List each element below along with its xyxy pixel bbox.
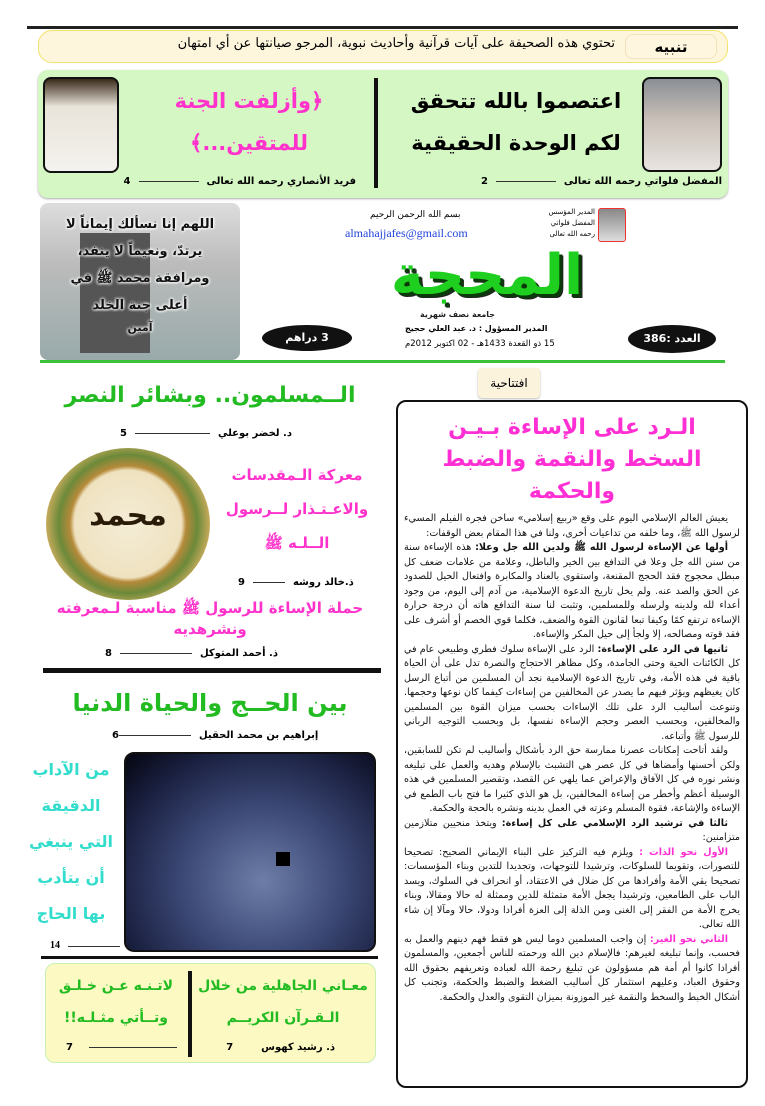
title-line: أن يتأدب bbox=[37, 868, 105, 887]
editorial-label: افتتاحية bbox=[478, 368, 540, 398]
author-name: المفضل فلواتي رحمه الله تعالى bbox=[563, 176, 722, 187]
byline bbox=[112, 730, 318, 741]
title-line: والاعـتـذار لــرسول bbox=[225, 500, 369, 518]
author-name: ذ. أحمد المتوكل bbox=[199, 648, 278, 659]
author-name: فريد الأنصاري رحمه الله تعالى bbox=[206, 176, 356, 187]
page-number: 4 bbox=[123, 176, 131, 187]
byline bbox=[66, 1042, 185, 1053]
page-number: 6 bbox=[112, 730, 119, 741]
kaaba-night-photo bbox=[124, 752, 376, 952]
headline[interactable]: حملة الإساءة للرسول ﷺ مناسبة لـمعرفته ونشرهديه bbox=[56, 599, 364, 638]
founder-photo bbox=[598, 208, 626, 242]
editorial-paragraph bbox=[404, 643, 740, 745]
title-line: لكم الوحدة الحقيقية bbox=[411, 131, 621, 155]
byline bbox=[124, 176, 356, 187]
paragraph-lead: الأول نحو الذات : bbox=[639, 846, 728, 858]
headline[interactable] bbox=[214, 458, 380, 560]
title-line: الـرد على الإساءة بـيـن bbox=[448, 415, 696, 440]
byline bbox=[481, 176, 722, 187]
paragraph-lead: ثانيها في الرد على الإساءة: bbox=[597, 643, 728, 655]
email-link[interactable]: almahajjafes@gmail.com bbox=[345, 226, 468, 240]
title-line: معـاني الجاهلية من خلال bbox=[198, 978, 368, 994]
title-line: الــلـه ﷺ bbox=[264, 534, 330, 552]
paragraph-text: الرد على الإساءة سلوك فطري وطبيعي عام في كل الكائنات الحية وحتى الجامدة، وكل مظاهر الاحتجاج والنصرة تدل على أن الحياة باقية في هذه الأمة، وفي تاريخ الدعوة الإسلامية نجد أن المسلمين من أتباع الرسل كان يغيظهم ويؤثر فيهم ما يصدر عن المخالفين من إساءات كيفما كان نوعها وحجمها. وتنوعت أساليب الرد على تلك الإساءات بحسب ميزان القوة بين المسلمين والمخالفين، وبحسب العصر وحجم الإساءة نفسها، بل وبحسب التوجيه الرباني للرسول ﷺ وأتباعه. bbox=[404, 643, 740, 742]
editorial-paragraph bbox=[404, 541, 740, 643]
top-rule bbox=[27, 26, 738, 29]
author-name: ذ.خالد روشه bbox=[292, 577, 354, 588]
page-number: 2 bbox=[480, 176, 488, 187]
calligraphy: محمد bbox=[89, 498, 167, 533]
editorial-title[interactable] bbox=[404, 412, 740, 508]
title-line: من الآداب bbox=[32, 760, 110, 779]
paragraph-lead: أولها عن الإساءة لرسول الله ﷺ ولدين الله جل وعلا: bbox=[475, 542, 729, 553]
issue-number: العدد :386 bbox=[628, 325, 716, 353]
title-line: معركة الـمقدسات bbox=[231, 466, 363, 484]
title-line: الدقيقة bbox=[41, 796, 101, 815]
title-line: الـقـرآن الكريــم bbox=[226, 1010, 340, 1026]
founder-line: رحمه الله تعالى bbox=[549, 230, 595, 238]
editorial-body bbox=[404, 512, 740, 1005]
dua-line: اللهم إنا نسألك إيماناً لا bbox=[65, 217, 215, 232]
headline[interactable] bbox=[49, 970, 183, 1034]
top-features-box bbox=[38, 70, 728, 198]
page-number: 7 bbox=[226, 1042, 234, 1053]
divider bbox=[188, 971, 192, 1057]
page-number: 5 bbox=[120, 428, 127, 439]
headline[interactable]: بين الحــج والحياة الدنيا bbox=[72, 689, 348, 717]
headline[interactable]: الــمسلمون.. وبشائر النصر bbox=[64, 383, 356, 408]
section-rule bbox=[43, 668, 381, 673]
kaaba-shape bbox=[276, 852, 290, 866]
price: 3 دراهم bbox=[262, 325, 352, 351]
section-rule bbox=[41, 956, 378, 959]
editorial-paragraph bbox=[404, 512, 740, 541]
paragraph-text: ويتخذ منحيين متلازمين متزامنين: bbox=[404, 817, 740, 843]
notice-text: تحتوي هذه الصحيفة على آيات قرآنية وأحاديث نبوية، المرجو صيانتها عن أي امتهان bbox=[177, 36, 615, 51]
feature-title[interactable] bbox=[396, 80, 636, 164]
feature-title[interactable] bbox=[130, 80, 368, 164]
byline-rule bbox=[68, 946, 120, 947]
page-number: 8 bbox=[105, 648, 112, 659]
title-line: اعتصموا بالله تتحقق bbox=[410, 89, 622, 113]
paragraph-lead: الثاني نحو الغير: bbox=[649, 933, 728, 945]
paragraph-text: هذه الإساءة سنة من سنن الله جل وعلا في التدافع بين الخير والباطل، وعلامة من علامات ضعف كل مبطل محجوج فقد الحجج المقنعة، واستقوى بالعناد والمكابرة وافتعال الحيل للصدود عن الحق والصد عنه. ولم يخل تاريخ الدعوة الإسلامية، من آدم إلى اليوم، من وجود أعداء لله ولدينه ولرسله وللمسلمين، وتثبت لنا سنة التدافع هاته أن درجة حرارة الإساءة ترتفع كمًا وكيفا تبعا لقانون القوة والضعف، فكلما قوي الخصم أو أشرف على فقد قوته ومصالحه، إلا ولجأ إلى حيل المكر والإساءة. bbox=[404, 542, 740, 640]
title-line: وتــأتي مثـلـه!! bbox=[63, 1010, 168, 1026]
author-photo bbox=[642, 77, 722, 172]
dua-amen: آمين bbox=[127, 321, 153, 334]
byline bbox=[226, 1042, 335, 1053]
page-number: 7 bbox=[66, 1042, 73, 1053]
paragraph-text: ولقد أتاحت إمكانات عصرنا ممارسة حق الرد بأشكال وأساليب لم تكن للسابقين، ولكن أحسنها وأمضاها في كل عصر هي التشبث بالإسلام وهديه والعمل على تبليغه ونشر نوره في كل الآفاق والإعراض عما يلهي عن القصد، وتقصير المسلمين في هذه الوسيلة أعظم وأخطر من إساءة المخالفين، بل هو الذي كثيرا ما فتح باب الطمع في الإساءة والإشاعة، فقوة المسلم وعزته في العمل بدينه ونشره بالحجة والحكمة. bbox=[404, 745, 740, 814]
paragraph-text: ويلزم فيه التركيز على البناء الإيماني الصحيح: تصحيحا للتصورات، وتقويما للسلوكات، وترشيدا للتوجهات، وتجديدا للتدين وبناء المؤسسات: تصحيحا يقي الأمة وأفرادها من كل ضلال في الاعتقاد، أو انحراف في السلوك، ويسد الباب على الطامعين، وترشيدا يجعل الأمة متمثلة للدين وممثلة له حالا ومقالا، وبناء يخرج الأمة من الفقر إلى الغنى ومن الذلة إلى العزة أفرادا ودولا، حالا ومآلا إن شاء الله تعالى. bbox=[404, 846, 740, 930]
title-line: لاتـنـه عـن خـلـق bbox=[58, 978, 174, 994]
title-line: بها الحاج bbox=[36, 904, 106, 923]
notice-label: تنبيه bbox=[625, 34, 717, 59]
headline[interactable] bbox=[197, 970, 369, 1034]
paragraph-text: إن واجب المسلمين دوما ليس هو فقط فهم دينهم والعمل به فحسب، وإنما تبليغه لغيرهم: فالإسلام دين الله ورحمته للناس أجمعين، والمسلمون أفرادا كانوا أم أمة هم مسؤولون عن تبليغ رحمة الله لعباده وتعريفهم بحقوق الله وحقوق العباد، وعليهم استثمار كل أساليب الضغط والضبط والحكمة، وتجنب كل أشكال الخبط والسخط والنقمة غير الموزونة بميزان التقوى والعدل والحكمة. bbox=[404, 933, 740, 1003]
founder-line: المدير المؤسس bbox=[548, 208, 595, 216]
divider bbox=[374, 78, 378, 188]
editorial-paragraph bbox=[404, 817, 740, 846]
title-line: التي ينبغي bbox=[28, 832, 114, 851]
byline bbox=[238, 577, 354, 588]
director: المدير المسؤول : د. عبد العلي حجيج bbox=[405, 324, 548, 333]
title-line: ﴿وأزلفت الجنة bbox=[174, 89, 324, 113]
dua-line: ومرافقة محمد ﷺ في bbox=[70, 271, 210, 286]
dua-line: يرتدّ، ونعيماً لا ينفد، bbox=[77, 244, 203, 259]
tagline: جامعة نصف شهرية bbox=[420, 310, 496, 319]
title-line: للمتقين...﴾ bbox=[190, 131, 308, 155]
author-name: ذ. رشيد كهوس bbox=[261, 1042, 335, 1053]
author-name: إبراهيم بن محمد الحقيل bbox=[198, 730, 319, 741]
muhammad-calligraphy-medallion bbox=[46, 448, 210, 600]
paragraph-lead: ثالثا في ترشيد الرد الإسلامي على كل إساءة: bbox=[501, 817, 728, 829]
editorial-paragraph bbox=[404, 846, 740, 933]
masthead-rule bbox=[40, 360, 725, 363]
page-number: 9 bbox=[238, 577, 245, 588]
notice-bar bbox=[38, 30, 728, 63]
basmala: بسم الله الرحمن الرحيم bbox=[370, 210, 461, 220]
editorial-article bbox=[396, 400, 748, 1088]
dua-image bbox=[40, 203, 240, 360]
founder-line: المفضل فلواتي bbox=[550, 219, 595, 227]
page-number: 14 bbox=[50, 940, 60, 951]
dua-line: أعلى جنة الخلد bbox=[92, 298, 188, 313]
author-name: د. لخضر بوعلي bbox=[217, 428, 292, 439]
issue-date: 15 ذو القعدة 1433هـ - 02 اكتوبر 2012م bbox=[405, 339, 555, 349]
author-photo bbox=[43, 77, 119, 173]
headline[interactable] bbox=[20, 752, 122, 932]
paragraph-text: يعيش العالم الإسلامي اليوم على وقع «ربيع إسلامي» ساخن فجره الفيلم المسيء لرسول الله ﷺ، وما خلفه من تداعيات أخرى، ولنا في هذا المقام بعض الوقفات: bbox=[404, 513, 740, 539]
bottom-features-box bbox=[45, 963, 376, 1063]
title-line: السخط والنقمة والضبط والحكمة bbox=[442, 447, 702, 504]
editorial-paragraph bbox=[404, 744, 740, 817]
editorial-paragraph bbox=[404, 933, 740, 1006]
byline bbox=[105, 648, 278, 659]
masthead-logo: المحجة bbox=[390, 243, 584, 308]
byline bbox=[120, 428, 292, 439]
